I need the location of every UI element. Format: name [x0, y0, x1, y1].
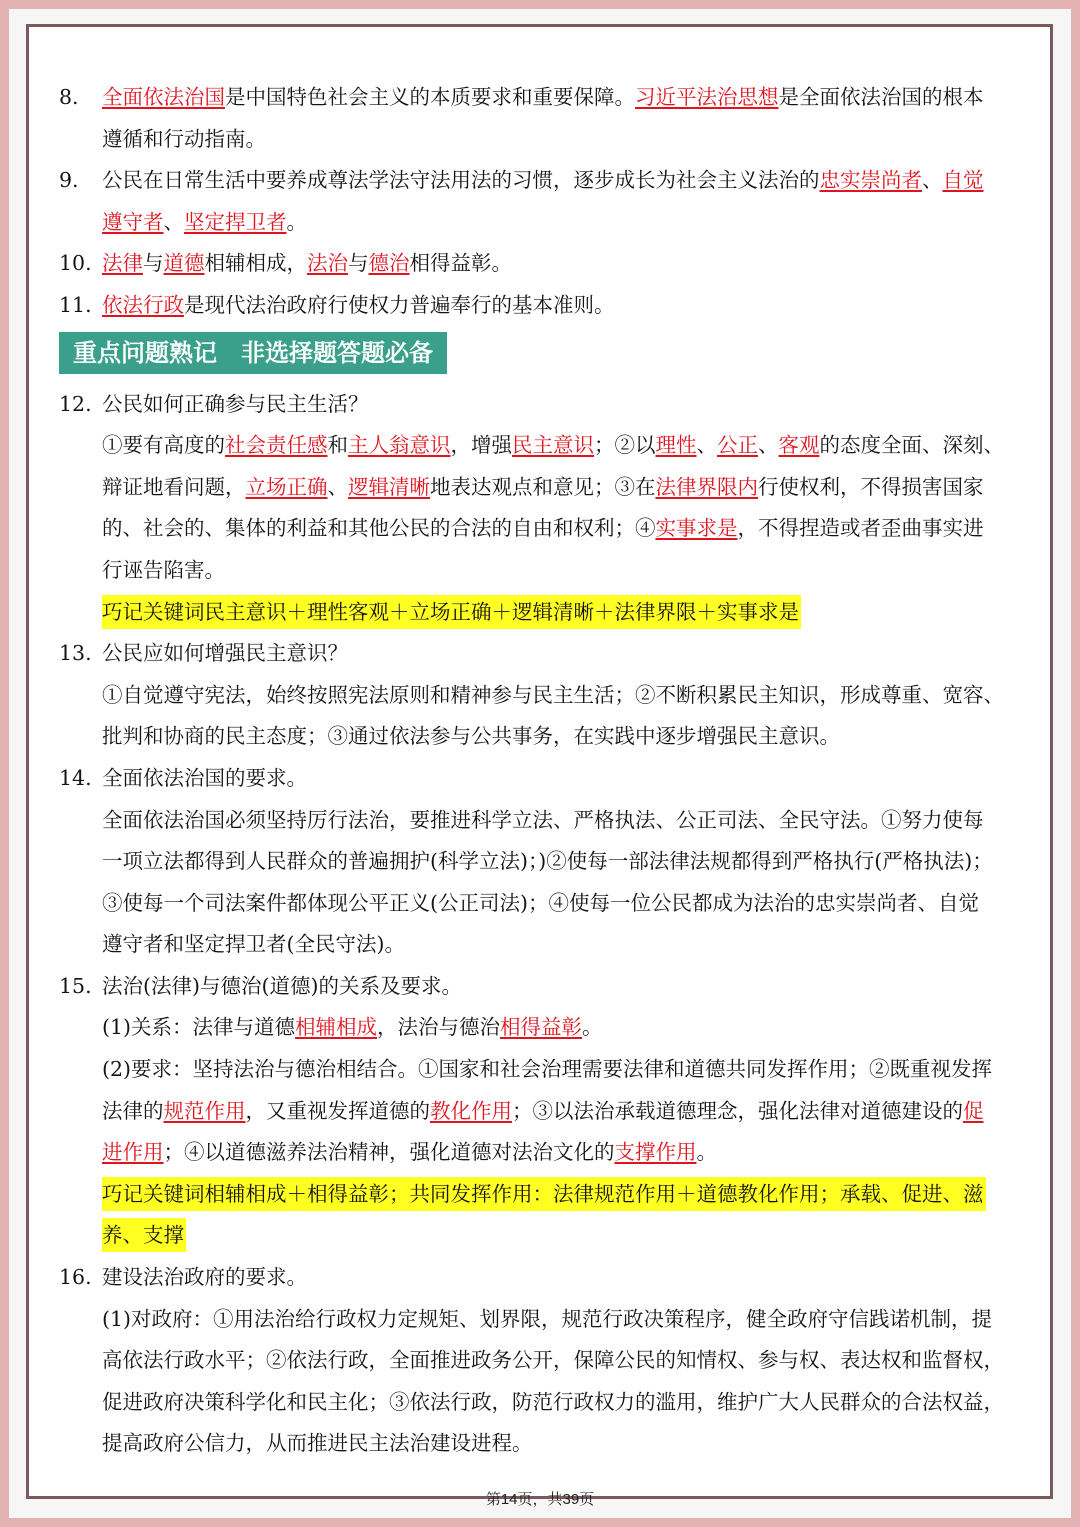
page-frame [9, 9, 1071, 1518]
keyword: 立场正确 [245, 474, 328, 499]
keyword: 教化作用 [430, 1098, 512, 1123]
keyword: 法律 [102, 251, 143, 276]
item-12-line-1: ①要有高度的社会责任感和主人翁意识，增强民主意识；②以理性、公正、客观的态度全面、深刻、 [102, 433, 1004, 458]
document-page [26, 24, 1053, 1499]
item-14-line-1: 全面依法治国必须坚持厉行法治，要推进科学立法、严格执法、公正司法、全民守法。①努力使每 [102, 807, 984, 832]
item-11: 11. 依法行政是现代法治政府行使权力普遍奉行的基本准则。 [59, 292, 615, 317]
keyword: 理性 [655, 433, 697, 458]
item-13-line-1: ①自觉遵守宪法，始终按照宪法原则和精神参与民主生活；②不断积累民主知识，形成尊重、宽容、 [102, 682, 1004, 707]
item-16-line-3: 促进政府决策科学化和民主化；③依法行政，防范行政权力的滥用，维护广大人民群众的合法权益， [102, 1389, 1004, 1414]
keyword: 坚定捍卫者 [184, 209, 287, 234]
item-16-line-4: 提高政府公信力，从而推进民主法治建设进程。 [102, 1431, 533, 1456]
keyword: 相辅相成 [295, 1015, 378, 1040]
item-13-question: 13. 公民应如何增强民主意识？ [59, 641, 348, 666]
section-banner: 重点问题熟记 非选择题答题必备 [59, 332, 447, 374]
item-15-line-4: 进作用；④以道德滋养法治精神，强化道德对法治文化的支撑作用。 [102, 1140, 717, 1165]
item-9-line-2: 遵守者、坚定捍卫者。 [102, 209, 307, 234]
keyword: 全面依法治国 [102, 85, 225, 109]
keyword: 遵守者 [102, 209, 164, 234]
item-15-line-2: (2)要求：坚持法治与德治相结合。①国家和社会治理需要法律和道德共同发挥作用；②既重视发挥 [102, 1057, 993, 1082]
item-15-question: 15. 法治(法律)与德治(道德)的关系及要求。 [59, 973, 462, 998]
item-16-line-1: (1)对政府：①用法治给行政权力定规矩、划界限，规范行政决策程序，健全政府守信践诺机制，提 [102, 1306, 993, 1331]
item-9-line-1: 9. 公民在日常生活中要养成尊法学法守法用法的习惯，逐步成长为社会主义法治的忠实崇尚者、自觉 [59, 168, 984, 193]
keyword: 进作用 [102, 1140, 164, 1165]
item-14-question: 14. 全面依法治国的要求。 [59, 765, 307, 790]
keyword: 民主意识 [512, 433, 594, 458]
item-12-line-2: 辩证地看问题，立场正确、逻辑清晰地表达观点和意见；③在法律界限内行使权利，不得损害国家 [102, 474, 984, 499]
item-15-line-1: (1)关系：法律与道德相辅相成，法治与德治相得益彰。 [102, 1015, 603, 1040]
keyword: 客观 [778, 433, 820, 458]
item-14-line-2: 一项立法都得到人民群众的普遍拥护(科学立法)；)②使每一部法律法规都得到严格执行(严格执法)； [102, 849, 993, 874]
item-16-line-2: 高依法行政水平；②依法行政，全面推进政务公开，保障公民的知情权、参与权、表达权和监督权， [102, 1348, 1004, 1373]
page-number: 第14页，共39页 [485, 1491, 595, 1508]
item-12-question: 12. 公民如何正确参与民主生活？ [59, 391, 369, 416]
item-14-line-3: ③使每一个司法案件都体现公平正义(公正司法)；④使每一位公民都成为法治的忠实崇尚者、自觉 [102, 890, 979, 915]
item-14-line-4: 遵守者和坚定捍卫者(全民守法)。 [102, 932, 405, 957]
keyword: 法律界限内 [655, 474, 758, 499]
keyword: 道德 [163, 251, 205, 276]
keyword: 主人翁意识 [348, 433, 451, 458]
keyword: 习近平法治思想 [635, 85, 779, 109]
keyword: 自觉 [942, 168, 984, 193]
item-15-line-3: 法律的规范作用，又重视发挥道德的教化作用；③以法治承载道德理念，强化法律对道德建设的促 [102, 1098, 984, 1123]
highlight-tip: 巧记关键词相辅相成＋相得益彰；共同发挥作用：法律规范作用＋道德教化作用；承载、促进、滋 [102, 1177, 986, 1211]
document-body [59, 77, 1049, 1465]
keyword: 法治 [307, 251, 348, 276]
keyword: 实事求是 [655, 516, 738, 541]
keyword: 促 [963, 1098, 984, 1123]
keyword: 忠实崇尚者 [819, 168, 922, 193]
item-12-line-3: 的、社会的、集体的利益和其他公民的合法的自由和权利；④实事求是，不得捏造或者歪曲事实进 [102, 516, 984, 541]
item-12-tip [59, 592, 1049, 634]
highlight-tip: 养、支撑 [102, 1218, 186, 1252]
item-8-line-1: 8. 全面依法治国是中国特色社会主义的本质要求和重要保障。习近平法治思想是全面依法治国的根本 [59, 85, 984, 109]
item-15-tip-1 [59, 1174, 1049, 1216]
highlight-tip: 巧记关键词民主意识＋理性客观＋立场正确＋逻辑清晰＋法律界限＋实事求是 [102, 595, 801, 629]
item-8-line-2: 遵循和行动指南。 [102, 126, 266, 151]
keyword: 公正 [717, 433, 758, 458]
item-10: 10. 法律与道德相辅相成，法治与德治相得益彰。 [59, 251, 512, 276]
keyword: 支撑作用 [614, 1140, 697, 1165]
keyword: 规范作用 [163, 1098, 246, 1123]
keyword: 逻辑清晰 [348, 474, 430, 499]
keyword: 依法行政 [102, 292, 184, 317]
keyword: 相得益彰 [500, 1015, 583, 1040]
item-12-line-4: 行诬告陷害。 [102, 557, 225, 582]
keyword: 德治 [368, 251, 410, 276]
item-15-tip-2 [59, 1215, 1049, 1257]
keyword: 社会责任感 [225, 433, 328, 458]
item-16-question: 16. 建设法治政府的要求。 [59, 1265, 307, 1290]
item-13-line-2: 批判和协商的民主态度；③通过依法参与公共事务，在实践中逐步增强民主意识。 [102, 724, 840, 749]
